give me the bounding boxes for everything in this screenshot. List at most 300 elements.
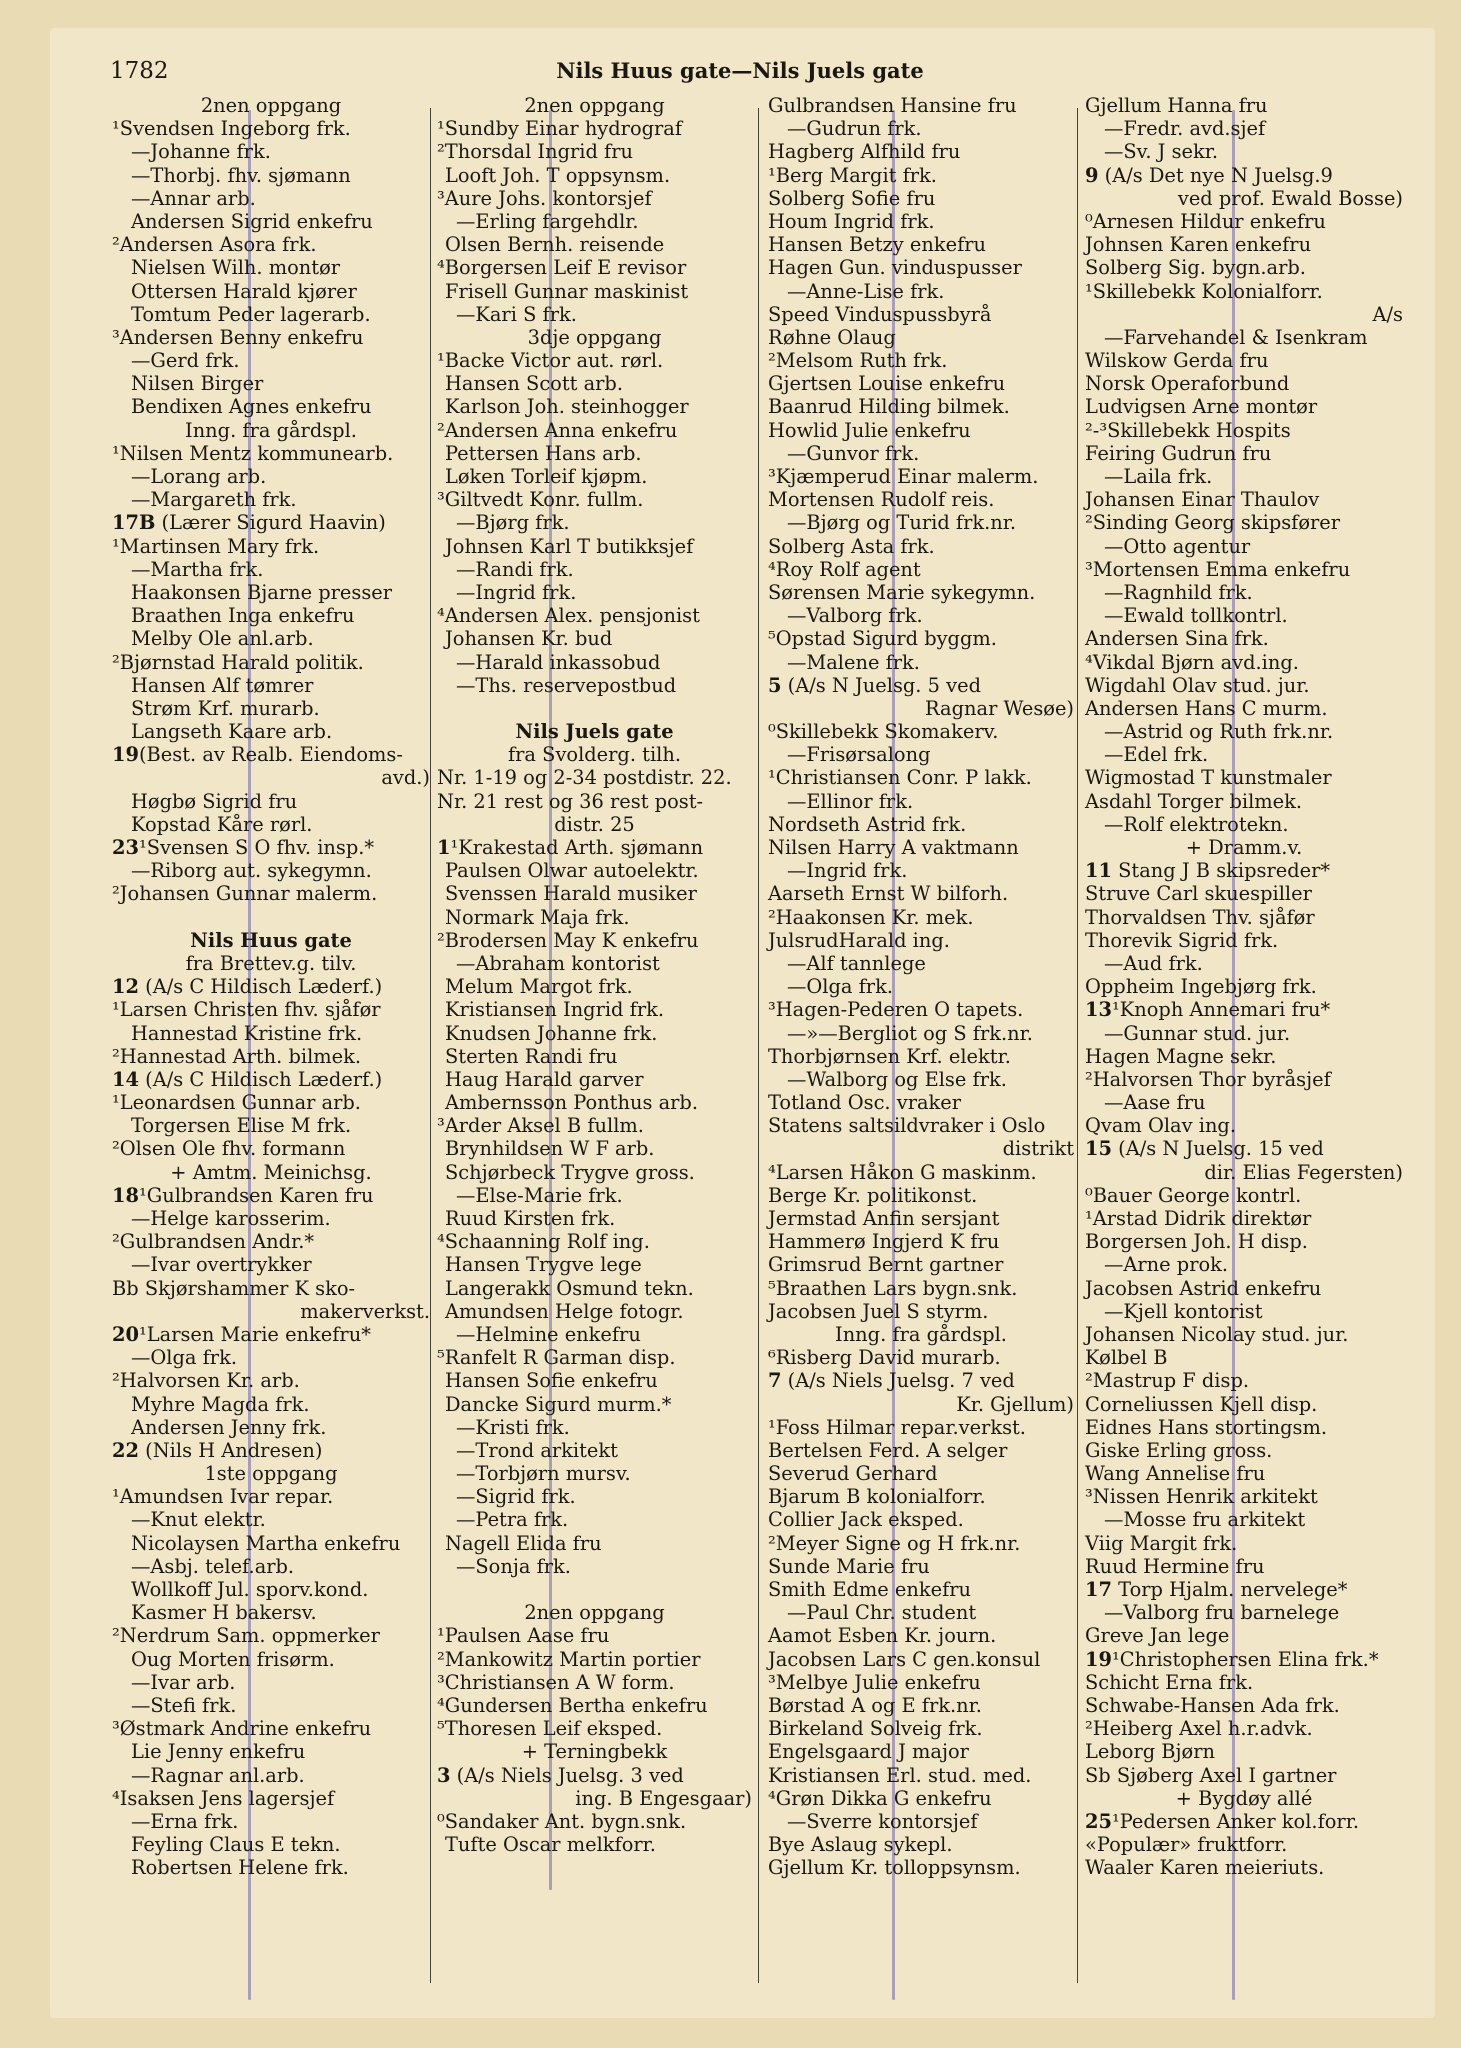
directory-column-3 <box>768 94 1074 1879</box>
directory-entry: Berge Kr. politikonst. <box>768 1183 978 1207</box>
directory-entry: Wilskow Gerda fru <box>1085 349 1269 373</box>
directory-entry: Jacobsen Astrid enkefru <box>1085 1276 1322 1300</box>
directory-entry: Mortensen Rudolf reis. <box>768 488 995 512</box>
directory-entry: Johansen Einar Thaulov <box>1085 488 1320 512</box>
directory-entry: Kristiansen Erl. stud. med. <box>768 1763 1032 1787</box>
section-heading: + Terningbekk <box>521 1740 668 1764</box>
directory-entry: 19(Best. av Realb. Eiendoms- <box>112 743 403 767</box>
directory-entry: Melby Ole anl.arb. <box>131 627 314 651</box>
directory-entry: 3 (A/s Niels Juelsg. 3 ved <box>437 1763 684 1787</box>
directory-entry: —Gunnar stud. jur. <box>1104 1021 1291 1045</box>
directory-entry: Gjertsen Louise enkefru <box>768 372 1006 396</box>
directory-entry: Hansen Alf tømrer <box>131 673 314 697</box>
directory-entry: Pettersen Hans arb. <box>445 441 642 465</box>
section-heading: fra Brettev.g. tilv. <box>185 951 357 975</box>
section-heading: Nils Juels gate <box>515 720 674 744</box>
directory-entry: —Sverre kontorsjef <box>787 1809 978 1833</box>
directory-column-2 <box>437 94 752 1856</box>
directory-entry: Wollkoff Jul. sporv.kond. <box>131 1578 369 1601</box>
directory-entry: Birkeland Solveig frk. <box>768 1717 983 1741</box>
directory-entry: «Populær» fruktforr. <box>1085 1833 1288 1857</box>
directory-entry: Feiring Gudrun fru <box>1085 441 1272 465</box>
directory-entry: —Erling fargehdlr. <box>456 209 639 233</box>
directory-entry: Brynhildsen W F arb. <box>445 1137 655 1161</box>
directory-entry: ¹Martinsen Mary frk. <box>112 534 320 558</box>
directory-entry: Robertsen Helene frk. <box>131 1856 349 1880</box>
directory-entry: ¹Svendsen Ingeborg frk. <box>112 117 351 141</box>
directory-entry: Oug Morten frisørm. <box>131 1647 335 1671</box>
directory-entry: Andersen Jenny frk. <box>131 1415 327 1439</box>
directory-entry: —Laila frk. <box>1104 465 1213 488</box>
directory-entry: —Thorbj. fhv. sjømann <box>131 163 351 187</box>
directory-entry: ⁵Ranfelt R Garman disp. <box>437 1346 676 1370</box>
directory-entry: Johnsen Karl T butikksjef <box>445 534 694 558</box>
directory-entry: Bye Aslaug sykepl. <box>768 1833 953 1857</box>
directory-entry: —Aase fru <box>1104 1091 1206 1115</box>
directory-entry: Statens saltsildvraker i Oslo <box>768 1114 1046 1138</box>
directory-entry: Gjellum Hanna fru <box>1085 94 1268 117</box>
column-rule <box>1077 108 1078 1983</box>
directory-entry: —Ragnar anl.arb. <box>131 1763 305 1787</box>
directory-entry: —Paul Chr. student <box>787 1601 977 1625</box>
directory-entry: ²Halvorsen Thor byråsjef <box>1085 1067 1331 1091</box>
directory-entry: Hammerø Ingjerd K fru <box>768 1230 1000 1254</box>
directory-entry: ²Melsom Ruth frk. <box>768 349 948 373</box>
directory-entry: 15 (A/s N Juelsg. 15 ved <box>1085 1137 1324 1161</box>
section-heading: 2nen oppgang <box>200 94 342 117</box>
directory-entry: 11 Stang J B skipsreder* <box>1085 859 1331 883</box>
directory-entry: ⁴Gundersen Bertha enkefru <box>437 1693 708 1717</box>
directory-entry: Ruud Kirsten frk. <box>445 1207 616 1230</box>
section-heading: 2nen oppgang <box>524 1601 665 1625</box>
directory-entry: Kølbel B <box>1085 1346 1168 1370</box>
directory-entry: ³Nissen Henrik arkitekt <box>1085 1485 1318 1509</box>
directory-entry: —Margareth frk. <box>131 488 297 512</box>
directory-entry: makerverkst. <box>300 1299 430 1323</box>
directory-entry: —Farvehandel & Isenkram <box>1104 325 1368 349</box>
directory-entry: —Astrid og Ruth frk.nr. <box>1104 720 1334 744</box>
directory-entry: Howlid Julie enkefru <box>768 418 971 442</box>
directory-entry: Nr. 1-19 og 2-34 postdistr. 22. <box>437 766 732 790</box>
directory-entry: —Sv. J sekr. <box>1104 140 1219 164</box>
directory-entry: Haug Harald garver <box>445 1067 644 1091</box>
directory-entry: Schicht Erna frk. <box>1085 1670 1254 1694</box>
directory-entry: 13¹Knoph Annemari fru* <box>1085 998 1331 1022</box>
section-heading: + Bygdøy allé <box>1175 1786 1313 1810</box>
directory-entry: ³Giltvedt Konr. fullm. <box>437 488 644 512</box>
directory-entry: Thorvaldsen Thv. sjåfør <box>1085 905 1315 929</box>
section-heading: + Dramm.v. <box>1185 836 1303 859</box>
directory-entry: ¹Foss Hilmar repar.verkst. <box>768 1415 1026 1439</box>
directory-entry: Amundsen Helge fotogr. <box>445 1299 684 1323</box>
directory-entry: ²-³Skillebekk Hospits <box>1085 418 1291 442</box>
directory-entry: Hansen Sofie enkefru <box>445 1369 658 1393</box>
directory-entry: —Erna frk. <box>131 1809 239 1833</box>
directory-entry: ¹Arstad Didrik direktør <box>1085 1207 1312 1230</box>
directory-entry: dir. Elias Fegersten) <box>1204 1160 1403 1184</box>
directory-entry: —Ingrid frk. <box>787 859 908 883</box>
directory-entry: Bendixen Agnes enkefru <box>131 395 372 419</box>
directory-entry: ⁴Vikdal Bjørn avd.ing. <box>1085 650 1299 674</box>
directory-entry: —Kjell kontorist <box>1104 1299 1263 1323</box>
directory-entry: —Fredr. avd.sjef <box>1104 117 1266 141</box>
directory-entry: Bertelsen Ferd. A selger <box>768 1438 1008 1462</box>
section-heading: 3dje oppgang <box>527 325 662 349</box>
directory-entry: ⁰Arnesen Hildur enkefru <box>1085 209 1326 233</box>
directory-entry: 5 (A/s N Juelsg. 5 ved <box>768 673 981 697</box>
section-heading: distr. 25 <box>554 812 635 836</box>
directory-entry: —»—Bergliot og S frk.nr. <box>787 1021 1033 1045</box>
directory-entry: Tufte Oscar melkforr. <box>445 1833 656 1857</box>
directory-entry: Gjellum Kr. tolloppsynsm. <box>768 1856 1021 1880</box>
directory-entry: Nagell Elida fru <box>445 1531 602 1555</box>
directory-entry: Løken Torleif kjøpm. <box>445 465 648 488</box>
directory-entry: Feyling Claus E tekn. <box>131 1833 341 1857</box>
directory-entry: —Trond arkitekt <box>456 1438 618 1462</box>
directory-entry: —Petra frk. <box>456 1508 569 1532</box>
directory-entry: —Gunvor frk. <box>787 441 920 465</box>
directory-entry: —Riborg aut. sykegymn. <box>131 859 372 883</box>
directory-entry: ¹Leonardsen Gunnar arb. <box>112 1091 361 1115</box>
directory-entry: ³Aure Johs. kontorsjef <box>437 186 652 210</box>
directory-entry: —Anne-Lise frk. <box>787 279 945 303</box>
directory-entry: ¹Nilsen Mentz kommunearb. <box>112 441 394 465</box>
directory-entry: Solberg Sofie fru <box>768 186 936 210</box>
directory-entry: ⁴Andersen Alex. pensjonist <box>437 604 700 628</box>
directory-entry: Speed Vinduspussbyrå <box>768 302 992 326</box>
directory-entry: ²Sinding Georg skipsfører <box>1085 511 1341 535</box>
directory-entry: Schjørbeck Trygve gross. <box>445 1160 695 1184</box>
directory-entry: ⁴Borgersen Leif E revisor <box>437 256 687 280</box>
directory-column-4 <box>1085 94 1403 1879</box>
directory-entry: Melum Margot frk. <box>445 975 633 999</box>
directory-entry: A/s <box>1372 302 1403 326</box>
directory-entry: —Ellinor frk. <box>787 789 914 813</box>
directory-entry: 25¹Pedersen Anker kol.forr. <box>1085 1809 1360 1833</box>
directory-entry: ²Andersen Asora frk. <box>112 233 317 257</box>
directory-entry: Giske Erling gross. <box>1085 1438 1273 1462</box>
directory-entry: distrikt <box>1002 1137 1074 1161</box>
directory-entry: ²Heiberg Axel h.r.advk. <box>1085 1717 1313 1741</box>
section-heading: 2nen oppgang <box>524 94 665 117</box>
directory-entry: —Lorang arb. <box>131 465 267 488</box>
directory-entry: Gulbrandsen Hansine fru <box>768 94 1017 117</box>
directory-entry: Jermstad Anfin sersjant <box>768 1207 1000 1230</box>
directory-entry: Strøm Krf. murarb. <box>131 696 320 720</box>
directory-entry: —Olga frk. <box>131 1346 237 1370</box>
directory-entry: —Mosse fru arkitekt <box>1104 1508 1306 1532</box>
directory-entry: —Otto agentur <box>1104 534 1251 558</box>
directory-entry: Houm Ingrid frk. <box>768 209 935 233</box>
directory-entry: Leborg Bjørn <box>1085 1740 1215 1764</box>
directory-entry: Severud Gerhard <box>768 1462 938 1486</box>
directory-entry: 9 (A/s Det nye N Juelsg.9 <box>1085 163 1333 187</box>
directory-entry: Frisell Gunnar maskinist <box>445 279 689 303</box>
directory-entry: ¹Larsen Christen fhv. sjåfør <box>112 998 381 1022</box>
directory-entry: Langseth Kaare arb. <box>131 720 333 744</box>
directory-entry: —Martha frk. <box>131 557 264 581</box>
directory-entry: Struve Carl skuespiller <box>1085 882 1312 906</box>
directory-entry: ⁰Skillebekk Skomakerv. <box>768 720 999 744</box>
directory-entry: —Sigrid frk. <box>456 1485 576 1509</box>
directory-entry: ²Andersen Anna enkefru <box>437 418 678 442</box>
directory-entry: ²Bjørnstad Harald politik. <box>112 650 364 674</box>
directory-entry: Olsen Bernh. reisende <box>445 233 665 257</box>
directory-entry: —Gerd frk. <box>131 349 240 373</box>
directory-entry: Nielsen Wilh. montør <box>131 256 341 280</box>
directory-entry: Nilsen Birger <box>131 372 264 396</box>
directory-entry: ¹Skillebekk Kolonialforr. <box>1085 279 1323 303</box>
directory-entry: —Stefi frk. <box>131 1693 237 1717</box>
directory-entry: Ludvigsen Arne montør <box>1085 395 1318 419</box>
directory-entry: ²Thorsdal Ingrid fru <box>437 140 633 164</box>
directory-entry: Torgersen Elise M frk. <box>131 1114 352 1138</box>
directory-entry: 17B (Lærer Sigurd Haavin) <box>112 511 386 535</box>
directory-entry: ³Melbye Julie enkefru <box>768 1670 981 1694</box>
directory-entry: —Valborg frk. <box>787 604 923 628</box>
directory-entry: Oppheim Ingebjørg frk. <box>1085 975 1317 999</box>
directory-entry: ¹Sundby Einar hydrograf <box>437 117 683 141</box>
directory-entry: ²Meyer Signe og H frk.nr. <box>768 1531 1021 1555</box>
directory-entry: Eidnes Hans stortingsm. <box>1085 1415 1328 1439</box>
directory-entry: —Rolf elektrotekn. <box>1104 812 1289 836</box>
directory-entry: ²Mastrup F disp. <box>1085 1369 1250 1393</box>
directory-entry: Johansen Kr. bud <box>445 627 613 651</box>
directory-entry: ³Mortensen Emma enkefru <box>1085 557 1351 581</box>
directory-entry: ing. B Engesgaar) <box>575 1786 752 1810</box>
directory-entry: Viig Margit frk. <box>1085 1531 1238 1555</box>
directory-entry: Nicolaysen Martha enkefru <box>131 1531 401 1555</box>
directory-entry: —Knut elektr. <box>131 1508 266 1532</box>
directory-entry: 17 Torp Hjalm. nervelege* <box>1085 1578 1348 1601</box>
directory-entry: —Walborg og Else frk. <box>787 1067 1007 1091</box>
section-heading: Inng. fra gårdspl. <box>835 1322 1007 1346</box>
directory-column-1 <box>112 94 430 1879</box>
directory-entry: Bb Skjørshammer K sko- <box>112 1276 356 1300</box>
column-rule <box>430 108 431 1983</box>
directory-entry: —Bjørg frk. <box>456 511 570 535</box>
directory-entry: Haakonsen Bjarne presser <box>131 580 393 604</box>
directory-entry: Hagberg Alfhild fru <box>768 140 961 164</box>
directory-entry: 1¹Krakestad Arth. sjømann <box>437 836 704 859</box>
directory-entry: 18¹Gulbrandsen Karen fru <box>112 1183 374 1207</box>
directory-entry: —Helmine enkefru <box>456 1322 641 1346</box>
directory-entry: Wigdahl Olav stud. jur. <box>1085 673 1310 697</box>
directory-entry: ²Johansen Gunnar malerm. <box>112 882 378 906</box>
directory-entry: ¹Christiansen Conr. P lakk. <box>768 766 1032 790</box>
directory-entry: ³Kjæmperud Einar malerm. <box>768 465 1039 488</box>
directory-entry: ³Hagen-Pederen O tapets. <box>768 998 1024 1022</box>
directory-entry: Svenssen Harald musiker <box>445 882 697 906</box>
directory-entry: ⁶Risberg David murarb. <box>768 1346 1001 1370</box>
directory-entry: ²Brodersen May K enkefru <box>437 928 699 952</box>
directory-entry: Nilsen Harry A vaktmann <box>768 836 1019 859</box>
directory-entry: Waaler Karen meieriuts. <box>1085 1856 1325 1880</box>
directory-entry: ⁵Thoresen Leif eksped. <box>437 1717 663 1741</box>
section-heading: + Amtm. Meinichsg. <box>170 1160 372 1184</box>
directory-entry: Aarseth Ernst W bilforh. <box>768 882 1009 906</box>
directory-entry: ⁴Schaanning Rolf ing. <box>437 1230 650 1254</box>
directory-entry: Johansen Nicolay stud. jur. <box>1085 1322 1349 1346</box>
directory-entry: Jacobsen Juel S styrm. <box>768 1299 989 1323</box>
directory-entry: Qvam Olav ing. <box>1085 1114 1237 1138</box>
directory-entry: —Kari S frk. <box>456 302 577 326</box>
running-title: Nils Huus gate—Nils Juels gate <box>556 58 924 83</box>
directory-entry: Engelsgaard J major <box>768 1740 969 1764</box>
directory-entry: Collier Jack eksped. <box>768 1508 964 1532</box>
directory-entry: Thorbjørnsen Krf. elektr. <box>768 1044 1011 1068</box>
directory-entry: —Ths. reservepostbud <box>456 673 677 697</box>
directory-entry: Bjarum B kolonialforr. <box>768 1485 986 1509</box>
directory-entry: —Ivar arb. <box>131 1670 236 1694</box>
directory-entry: —Ivar overtrykker <box>131 1253 312 1277</box>
directory-entry: ²Gulbrandsen Andr.* <box>112 1230 315 1254</box>
directory-entry: Smith Edme enkefru <box>768 1578 972 1601</box>
directory-entry: ³Østmark Andrine enkefru <box>112 1717 372 1741</box>
directory-entry: —Bjørg og Turid frk.nr. <box>787 511 1017 535</box>
directory-entry: —Asbj. telef.arb. <box>131 1554 295 1578</box>
directory-entry: 23¹Svensen S O fhv. insp.* <box>112 836 375 859</box>
directory-entry: Langerakk Osmund tekn. <box>445 1276 694 1300</box>
directory-entry: ⁴Roy Rolf agent <box>768 557 921 581</box>
directory-entry: —Abraham kontorist <box>456 951 660 975</box>
directory-entry: Braathen Inga enkefru <box>131 604 355 628</box>
directory-entry: Normark Maja frk. <box>445 905 630 929</box>
directory-entry: Sb Sjøberg Axel I gartner <box>1085 1763 1337 1787</box>
directory-entry: Andersen Sina frk. <box>1085 627 1269 651</box>
directory-entry: ved prof. Ewald Bosse) <box>1177 186 1403 210</box>
directory-entry: Karlson Joh. steinhogger <box>445 395 689 419</box>
directory-entry: —Edel frk. <box>1104 743 1209 767</box>
directory-entry: Ragnar Wesøe) <box>925 696 1074 720</box>
page-number: 1782 <box>110 58 169 84</box>
directory-entry: Lie Jenny enkefru <box>131 1740 306 1764</box>
directory-entry: —Johanne frk. <box>131 140 271 164</box>
directory-entry: ⁵Braathen Lars bygn.snk. <box>768 1276 1018 1300</box>
directory-entry: —Randi frk. <box>456 557 574 581</box>
directory-entry: Børstad A og E frk.nr. <box>768 1693 982 1717</box>
directory-entry: Looft Joh. T oppsynsm. <box>445 163 671 187</box>
directory-entry: —Annar arb. <box>131 186 256 210</box>
directory-entry: Nr. 21 rest og 36 rest post- <box>437 789 704 813</box>
directory-entry: Borgersen Joh. H disp. <box>1085 1230 1308 1254</box>
directory-entry: Sørensen Marie sykegymn. <box>768 580 1036 604</box>
section-heading: Nils Huus gate <box>190 928 352 952</box>
directory-entry: ²Olsen Ole fhv. formann <box>112 1137 346 1161</box>
directory-entry: —Kristi frk. <box>456 1415 570 1439</box>
column-rule <box>758 108 759 1983</box>
directory-entry: Hannestad Kristine frk. <box>131 1021 363 1045</box>
directory-entry: Jacobsen Lars C gen.konsul <box>768 1647 1041 1671</box>
directory-entry: Sterten Randi fru <box>445 1044 618 1068</box>
directory-entry: Kristiansen Ingrid frk. <box>445 998 664 1022</box>
directory-entry: ¹Berg Margit frk. <box>768 163 937 187</box>
directory-entry: ³Christiansen A W form. <box>437 1670 675 1694</box>
directory-entry: —Gudrun frk. <box>787 117 922 141</box>
directory-entry: Hansen Scott arb. <box>445 372 624 396</box>
directory-entry: Kasmer H bakersv. <box>131 1601 317 1625</box>
section-heading: fra Svolderg. tilh. <box>507 743 682 767</box>
directory-entry: Kr. Gjellum) <box>956 1392 1074 1416</box>
directory-entry: Røhne Olaug <box>768 325 896 349</box>
spacer <box>112 906 430 929</box>
directory-entry: —Olga frk. <box>787 975 893 999</box>
directory-entry: Ottersen Harald kjører <box>131 279 357 303</box>
directory-entry: Hagen Gun. vinduspusser <box>768 256 1022 280</box>
directory-entry: 12 (A/s C Hildisch Læderf.) <box>112 975 383 999</box>
directory-entry: Corneliussen Kjell disp. <box>1085 1392 1318 1416</box>
directory-entry: Johnsen Karen enkefru <box>1085 233 1312 257</box>
spacer <box>437 697 752 720</box>
directory-entry: —Else-Marie frk. <box>456 1183 623 1207</box>
directory-entry: Knudsen Johanne frk. <box>445 1021 658 1045</box>
directory-entry: Solberg Asta frk. <box>768 534 935 558</box>
directory-entry: Totland Osc. vraker <box>768 1091 962 1115</box>
directory-entry: Kopstad Kåre rørl. <box>131 812 313 836</box>
directory-entry: —Ragnhild frk. <box>1104 580 1253 604</box>
directory-entry: Baanrud Hilding bilmek. <box>768 395 1010 419</box>
directory-entry: ³Andersen Benny enkefru <box>112 325 364 349</box>
directory-entry: ³Arder Aksel B fullm. <box>437 1114 644 1138</box>
directory-entry: ⁴Larsen Håkon G maskinm. <box>768 1160 1037 1184</box>
directory-entry: ⁴Grøn Dikka G enkefru <box>768 1786 992 1810</box>
directory-entry: Andersen Hans C murm. <box>1085 696 1328 720</box>
directory-entry: Aamot Esben Kr. journ. <box>768 1624 997 1648</box>
directory-entry: Ambernsson Ponthus arb. <box>445 1091 698 1115</box>
directory-entry: 19¹Christophersen Elina frk.* <box>1085 1647 1379 1671</box>
directory-entry: Asdahl Torger bilmek. <box>1085 789 1303 813</box>
directory-entry: ⁰Sandaker Ant. bygn.snk. <box>437 1809 687 1833</box>
directory-entry: Greve Jan lege <box>1085 1624 1230 1648</box>
directory-entry: Høgbø Sigrid fru <box>131 789 298 813</box>
spacer <box>437 1578 752 1601</box>
directory-entry: ⁵Opstad Sigurd byggm. <box>768 627 997 651</box>
directory-entry: —Malene frk. <box>787 650 920 674</box>
directory-entry: Sunde Marie fru <box>768 1554 930 1578</box>
directory-entry: ¹Paulsen Aase fru <box>437 1624 610 1648</box>
directory-entry: —Aud frk. <box>1104 951 1203 975</box>
directory-entry: —Helge karosserim. <box>131 1207 331 1230</box>
directory-entry: —Torbjørn mursv. <box>456 1462 631 1486</box>
directory-entry: Ruud Hermine fru <box>1085 1554 1265 1578</box>
directory-entry: ¹Backe Victor aut. rørl. <box>437 349 664 373</box>
directory-entry: ⁰Bauer George kontrl. <box>1085 1183 1302 1207</box>
section-heading: 1ste oppgang <box>204 1462 338 1486</box>
directory-entry: ¹Amundsen Ivar repar. <box>112 1485 334 1509</box>
directory-entry: ²Halvorsen Kr. arb. <box>112 1369 300 1393</box>
directory-entry: Grimsrud Bernt gartner <box>768 1253 1004 1277</box>
directory-entry: —Arne prok. <box>1104 1253 1229 1277</box>
directory-entry: Dancke Sigurd murm.* <box>445 1392 672 1416</box>
directory-entry: Wang Annelise fru <box>1085 1462 1266 1486</box>
directory-entry: Hansen Betzy enkefru <box>768 233 987 257</box>
directory-entry: 22 (Nils H Andresen) <box>112 1438 323 1462</box>
directory-entry: Thorevik Sigrid frk. <box>1085 928 1279 952</box>
directory-entry: Hansen Trygve lege <box>445 1253 642 1277</box>
directory-entry: 7 (A/s Niels Juelsg. 7 ved <box>768 1369 1015 1393</box>
directory-entry: 14 (A/s C Hildisch Læderf.) <box>112 1067 383 1091</box>
directory-entry: Nordseth Astrid frk. <box>768 812 967 836</box>
directory-entry: Andersen Sigrid enkefru <box>131 209 373 233</box>
directory-entry: ⁴Isaksen Jens lagersjef <box>112 1786 335 1810</box>
directory-entry: —Frisørsalong <box>787 743 931 767</box>
directory-entry: ²Hannestad Arth. bilmek. <box>112 1044 362 1068</box>
directory-entry: Hagen Magne sekr. <box>1085 1044 1277 1068</box>
directory-entry: —Valborg fru barnelege <box>1104 1601 1340 1625</box>
directory-entry: ²Haakonsen Kr. mek. <box>768 905 974 929</box>
section-heading: Inng. fra gårdspl. <box>185 418 357 442</box>
directory-entry: Paulsen Olwar autoelektr. <box>445 859 699 883</box>
